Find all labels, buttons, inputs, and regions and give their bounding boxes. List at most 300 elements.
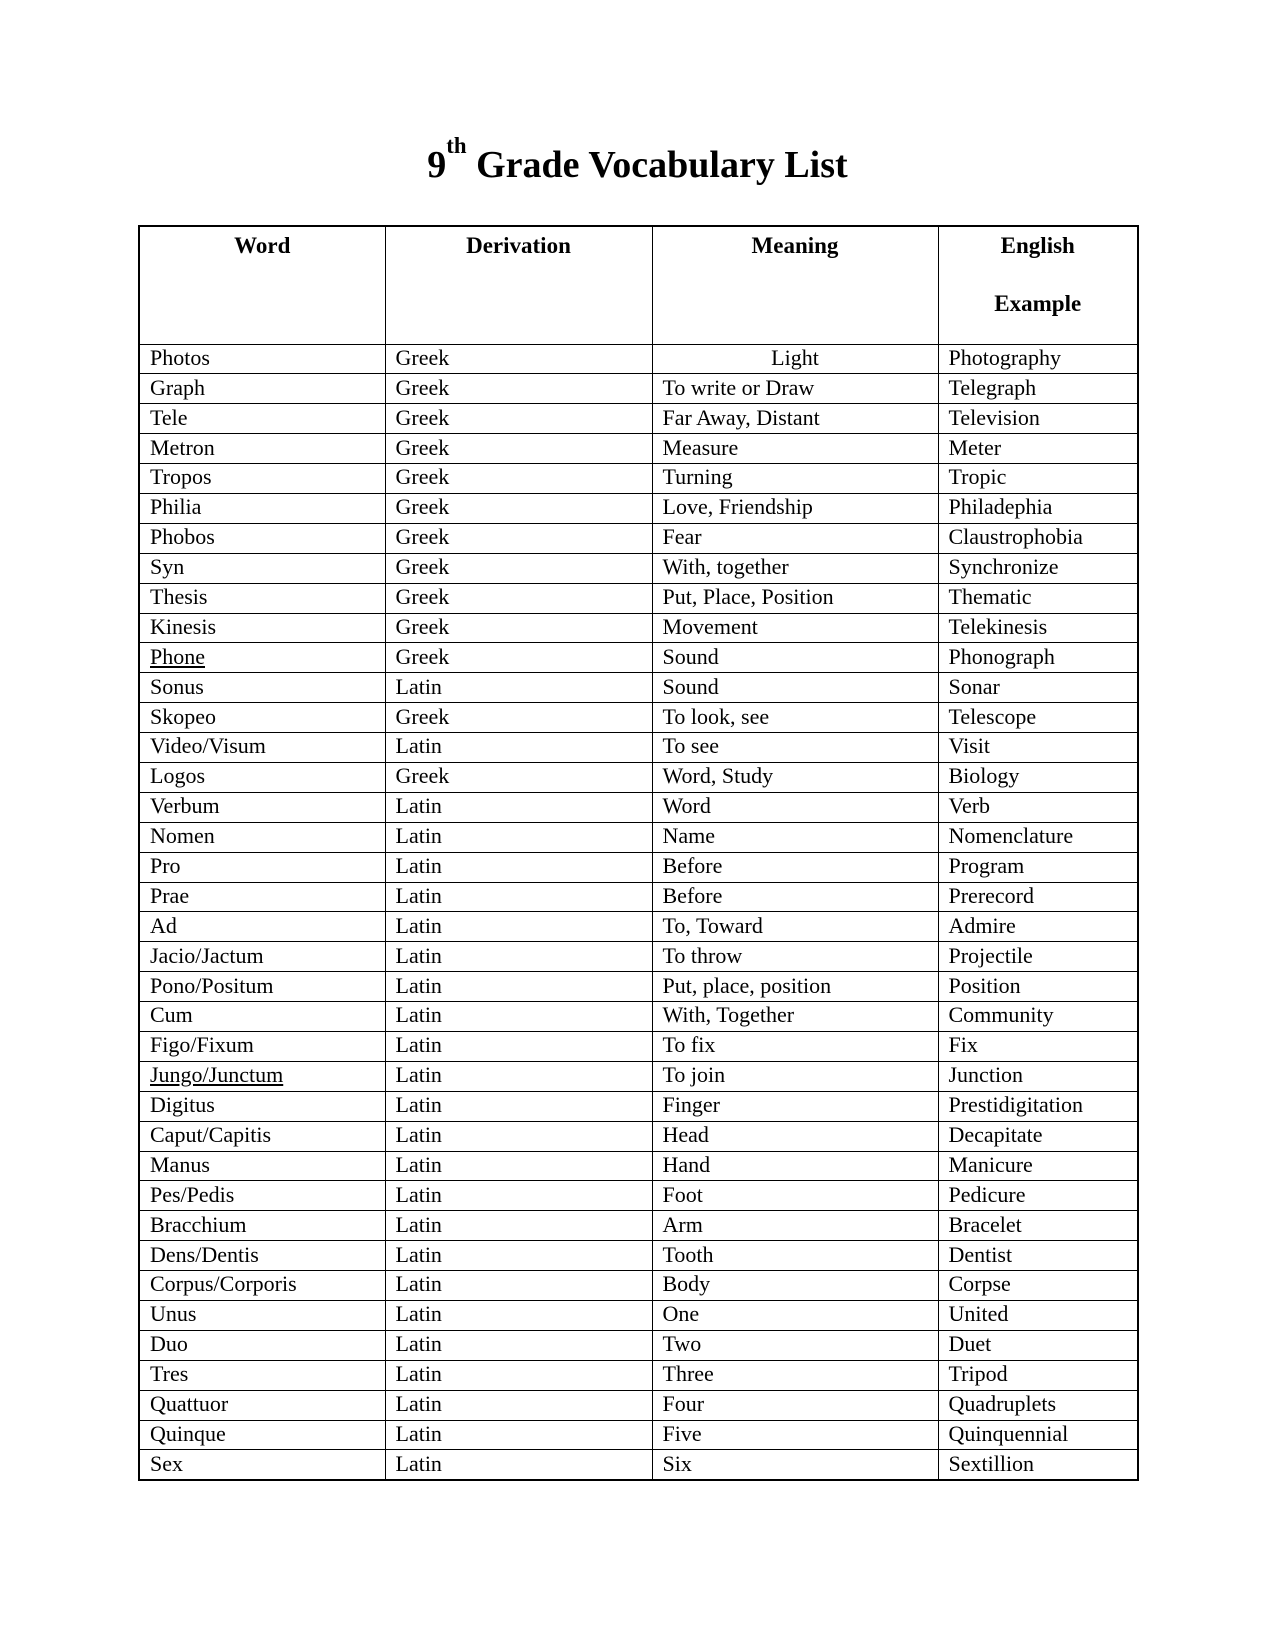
derivation-cell xyxy=(385,1271,652,1301)
example-cell xyxy=(938,942,1138,972)
derivation-cell-text: Greek xyxy=(395,404,450,430)
example-cell xyxy=(938,613,1138,643)
table-row xyxy=(139,613,1138,643)
meaning-cell xyxy=(652,1151,938,1181)
table-row xyxy=(139,942,1138,972)
meaning-cell-text: Sound xyxy=(662,643,719,669)
table-row xyxy=(139,1091,1138,1121)
meaning-cell xyxy=(652,583,938,613)
derivation-cell-text: Latin xyxy=(395,1062,442,1088)
word-cell-text: Duo xyxy=(150,1331,188,1357)
example-cell xyxy=(938,733,1138,763)
example-cell xyxy=(938,972,1138,1002)
word-cell xyxy=(139,523,385,553)
meaning-cell-text: Hand xyxy=(662,1151,711,1177)
meaning-cell xyxy=(652,972,938,1002)
meaning-cell-text: Six xyxy=(662,1450,692,1476)
word-cell-text: Nomen xyxy=(150,823,215,849)
meaning-cell xyxy=(652,1181,938,1211)
derivation-cell-text: Latin xyxy=(395,1151,442,1177)
word-cell-text: Tele xyxy=(150,404,188,430)
derivation-cell xyxy=(385,643,652,673)
word-cell-text: Skopeo xyxy=(150,703,216,729)
example-cell-text: Tripod xyxy=(948,1361,1008,1387)
word-cell xyxy=(139,1002,385,1032)
meaning-cell xyxy=(652,434,938,464)
derivation-cell-text: Greek xyxy=(395,583,450,609)
column-header-derivation xyxy=(385,226,652,344)
table-row xyxy=(139,1450,1138,1480)
word-cell-text: Manus xyxy=(150,1151,210,1177)
title-text: Grade Vocabulary List xyxy=(466,144,848,186)
column-header-english-label: English xyxy=(1000,233,1075,258)
derivation-cell xyxy=(385,1420,652,1450)
meaning-cell xyxy=(652,493,938,523)
meaning-cell-text: Fear xyxy=(662,524,702,550)
meaning-cell-text: Before xyxy=(662,882,723,908)
word-cell-text: Video/Visum xyxy=(150,733,266,759)
table-row xyxy=(139,344,1138,374)
column-header-meaning-label: Meaning xyxy=(751,233,839,258)
example-cell-text: Decapitate xyxy=(948,1122,1043,1147)
meaning-cell xyxy=(652,613,938,643)
example-cell-text: Fix xyxy=(948,1032,978,1058)
word-cell-text: Cum xyxy=(150,1002,193,1028)
example-cell-text: Telescope xyxy=(948,703,1037,729)
meaning-cell-text: Put, Place, Position xyxy=(662,583,834,609)
title-superscript: th xyxy=(446,133,467,159)
example-cell-text: Biology xyxy=(948,763,1020,789)
derivation-cell-text: Greek xyxy=(395,763,450,789)
meaning-cell-text: Arm xyxy=(662,1211,703,1237)
word-cell xyxy=(139,1420,385,1450)
word-cell-text: Pono/Positum xyxy=(150,972,274,998)
table-row xyxy=(139,792,1138,822)
word-cell xyxy=(139,643,385,673)
meaning-cell xyxy=(652,882,938,912)
example-cell xyxy=(938,852,1138,882)
example-cell xyxy=(938,404,1138,434)
example-cell-text: Television xyxy=(948,404,1040,430)
word-cell-text: Bracchium xyxy=(150,1211,247,1237)
meaning-cell-text: To throw xyxy=(662,942,743,968)
table-row xyxy=(139,374,1138,404)
example-cell xyxy=(938,1061,1138,1091)
derivation-cell xyxy=(385,703,652,733)
column-header-meaning xyxy=(652,226,938,344)
example-cell-text: Synchronize xyxy=(948,554,1059,580)
meaning-cell xyxy=(652,852,938,882)
derivation-cell xyxy=(385,1002,652,1032)
word-cell xyxy=(139,553,385,583)
meaning-cell-text: Head xyxy=(662,1122,709,1147)
meaning-cell xyxy=(652,733,938,763)
derivation-cell xyxy=(385,1091,652,1121)
word-cell xyxy=(139,1450,385,1480)
word-cell-text: Figo/Fixum xyxy=(150,1032,254,1058)
table-row xyxy=(139,1271,1138,1301)
meaning-cell-text: Before xyxy=(662,852,723,878)
column-header-english-example xyxy=(938,226,1138,344)
word-cell-text: Jungo/Junctum xyxy=(150,1062,284,1088)
vocab-table-body xyxy=(139,344,1138,1480)
meaning-cell-text: Measure xyxy=(662,434,739,460)
table-row xyxy=(139,1420,1138,1450)
derivation-cell-text: Latin xyxy=(395,1211,442,1237)
word-cell xyxy=(139,822,385,852)
table-row xyxy=(139,583,1138,613)
meaning-cell-text: Four xyxy=(662,1391,705,1417)
derivation-cell-text: Latin xyxy=(395,912,442,938)
word-cell-text: Sonus xyxy=(150,673,204,699)
derivation-cell-text: Latin xyxy=(395,1122,442,1147)
word-cell xyxy=(139,942,385,972)
meaning-cell-text: Love, Friendship xyxy=(662,494,813,520)
example-cell xyxy=(938,1450,1138,1480)
word-cell xyxy=(139,792,385,822)
example-cell xyxy=(938,1241,1138,1271)
word-cell-text: Prae xyxy=(150,882,190,908)
table-row xyxy=(139,1360,1138,1390)
example-cell-text: Telekinesis xyxy=(948,613,1048,639)
example-cell xyxy=(938,762,1138,792)
derivation-cell-text: Latin xyxy=(395,1002,442,1028)
word-cell xyxy=(139,613,385,643)
word-cell xyxy=(139,882,385,912)
derivation-cell xyxy=(385,1031,652,1061)
meaning-cell xyxy=(652,1301,938,1331)
derivation-cell-text: Latin xyxy=(395,1391,442,1417)
derivation-cell xyxy=(385,733,652,763)
meaning-cell xyxy=(652,762,938,792)
word-cell-text: Pes/Pedis xyxy=(150,1181,235,1207)
meaning-cell xyxy=(652,1091,938,1121)
word-cell xyxy=(139,972,385,1002)
meaning-cell xyxy=(652,553,938,583)
derivation-cell xyxy=(385,792,652,822)
example-cell xyxy=(938,1151,1138,1181)
derivation-cell xyxy=(385,912,652,942)
meaning-cell xyxy=(652,1241,938,1271)
example-cell xyxy=(938,673,1138,703)
word-cell xyxy=(139,1390,385,1420)
meaning-cell-text: With, Together xyxy=(662,1002,795,1028)
word-cell-text: Quattuor xyxy=(150,1391,229,1417)
derivation-cell-text: Greek xyxy=(395,374,450,400)
table-row xyxy=(139,972,1138,1002)
word-cell xyxy=(139,703,385,733)
meaning-cell-text: Foot xyxy=(662,1181,703,1207)
example-cell xyxy=(938,643,1138,673)
derivation-cell xyxy=(385,673,652,703)
column-header-example-label: Example xyxy=(994,291,1082,316)
meaning-cell xyxy=(652,1121,938,1151)
example-cell-text: Nomenclature xyxy=(948,823,1074,849)
meaning-cell xyxy=(652,912,938,942)
derivation-cell xyxy=(385,434,652,464)
table-row xyxy=(139,1330,1138,1360)
derivation-cell xyxy=(385,344,652,374)
meaning-cell-text: Far Away, Distant xyxy=(662,404,820,430)
derivation-cell-text: Latin xyxy=(395,823,442,849)
meaning-cell-text: Three xyxy=(662,1361,714,1387)
derivation-cell-text: Latin xyxy=(395,1361,442,1387)
meaning-cell-text: To write or Draw xyxy=(662,374,815,400)
example-cell-text: Claustrophobia xyxy=(948,524,1083,550)
page-title xyxy=(138,133,1137,186)
example-cell-text: Tropic xyxy=(948,464,1007,490)
word-cell-text: Syn xyxy=(150,554,185,580)
meaning-cell xyxy=(652,344,938,374)
example-cell-text: Projectile xyxy=(948,942,1033,968)
table-row xyxy=(139,553,1138,583)
derivation-cell xyxy=(385,1211,652,1241)
example-cell-text: Meter xyxy=(948,434,1002,460)
example-cell-text: Manicure xyxy=(948,1151,1033,1177)
example-cell-text: Admire xyxy=(948,912,1016,938)
word-cell-text: Kinesis xyxy=(150,613,216,639)
meaning-cell xyxy=(652,1002,938,1032)
example-cell-text: Thematic xyxy=(948,583,1032,609)
table-row xyxy=(139,822,1138,852)
example-cell-text: Phonograph xyxy=(948,643,1055,669)
word-cell xyxy=(139,344,385,374)
example-cell-text: Quadruplets xyxy=(948,1391,1057,1417)
word-cell xyxy=(139,493,385,523)
table-row xyxy=(139,404,1138,434)
derivation-cell-text: Latin xyxy=(395,1450,442,1476)
example-cell-text: Pedicure xyxy=(948,1181,1026,1207)
derivation-cell-text: Latin xyxy=(395,733,442,759)
meaning-cell xyxy=(652,1271,938,1301)
meaning-cell xyxy=(652,404,938,434)
meaning-cell xyxy=(652,673,938,703)
meaning-cell-text: To join xyxy=(662,1062,726,1088)
meaning-cell xyxy=(652,792,938,822)
table-row xyxy=(139,882,1138,912)
derivation-cell-text: Greek xyxy=(395,524,450,550)
derivation-cell-text: Latin xyxy=(395,1181,442,1207)
derivation-cell xyxy=(385,1301,652,1331)
table-row xyxy=(139,643,1138,673)
derivation-cell-text: Latin xyxy=(395,972,442,998)
word-cell xyxy=(139,1181,385,1211)
derivation-cell-text: Greek xyxy=(395,494,450,520)
example-cell xyxy=(938,344,1138,374)
meaning-cell xyxy=(652,464,938,494)
table-row xyxy=(139,1031,1138,1061)
example-cell xyxy=(938,374,1138,404)
derivation-cell-text: Greek xyxy=(395,554,450,580)
derivation-cell-text: Latin xyxy=(395,852,442,878)
word-cell-text: Jacio/Jactum xyxy=(150,942,264,968)
derivation-cell xyxy=(385,1390,652,1420)
derivation-cell-text: Latin xyxy=(395,882,442,908)
word-cell-text: Quinque xyxy=(150,1420,226,1446)
word-cell xyxy=(139,1031,385,1061)
meaning-cell xyxy=(652,374,938,404)
meaning-cell xyxy=(652,1031,938,1061)
word-cell xyxy=(139,1091,385,1121)
word-cell xyxy=(139,464,385,494)
derivation-cell-text: Latin xyxy=(395,1092,442,1118)
word-cell xyxy=(139,374,385,404)
word-cell xyxy=(139,1151,385,1181)
meaning-cell-text: Body xyxy=(662,1271,711,1297)
table-row xyxy=(139,1061,1138,1091)
word-cell-text: Thesis xyxy=(150,583,208,609)
derivation-cell xyxy=(385,822,652,852)
derivation-cell xyxy=(385,583,652,613)
meaning-cell-text: With, together xyxy=(662,554,789,580)
derivation-cell-text: Latin xyxy=(395,1032,442,1058)
column-header-derivation-label: Derivation xyxy=(466,233,571,258)
example-cell-text: Sonar xyxy=(948,673,1000,699)
word-cell-text: Philia xyxy=(150,494,202,520)
example-cell xyxy=(938,1031,1138,1061)
derivation-cell-text: Latin xyxy=(395,1271,442,1297)
derivation-cell xyxy=(385,852,652,882)
word-cell-text: Corpus/Corporis xyxy=(150,1271,297,1297)
meaning-cell xyxy=(652,523,938,553)
derivation-cell-text: Greek xyxy=(395,703,450,729)
word-cell-text: Logos xyxy=(150,763,205,789)
word-cell-text: Digitus xyxy=(150,1092,215,1118)
example-cell-text: Sextillion xyxy=(948,1450,1035,1476)
word-cell xyxy=(139,1241,385,1271)
derivation-cell-text: Latin xyxy=(395,1420,442,1446)
derivation-cell-text: Greek xyxy=(395,643,450,669)
word-cell xyxy=(139,1330,385,1360)
meaning-cell-text: Word, Study xyxy=(662,763,774,789)
example-cell xyxy=(938,1271,1138,1301)
example-cell-text: Prerecord xyxy=(948,882,1035,908)
column-header-word xyxy=(139,226,385,344)
word-cell xyxy=(139,583,385,613)
word-cell xyxy=(139,1061,385,1091)
table-row xyxy=(139,912,1138,942)
word-cell-text: Graph xyxy=(150,374,205,400)
word-cell-text: Sex xyxy=(150,1450,183,1476)
word-cell-text: Verbum xyxy=(150,793,220,819)
derivation-cell xyxy=(385,762,652,792)
table-row xyxy=(139,1390,1138,1420)
word-cell xyxy=(139,1121,385,1151)
example-cell-text: Quinquennial xyxy=(948,1420,1069,1446)
table-row xyxy=(139,1241,1138,1271)
example-cell xyxy=(938,882,1138,912)
meaning-cell xyxy=(652,1450,938,1480)
derivation-cell xyxy=(385,1360,652,1390)
word-cell-text: Ad xyxy=(150,912,177,938)
word-cell-text: Unus xyxy=(150,1301,197,1327)
derivation-cell xyxy=(385,493,652,523)
derivation-cell xyxy=(385,553,652,583)
meaning-cell-text: To, Toward xyxy=(662,912,763,938)
word-cell-text: Tropos xyxy=(150,464,212,490)
meaning-cell xyxy=(652,1390,938,1420)
meaning-cell-text: Put, place, position xyxy=(662,972,832,998)
word-cell-text: Dens/Dentis xyxy=(150,1241,259,1267)
table-row xyxy=(139,762,1138,792)
meaning-cell-text: Sound xyxy=(662,673,719,699)
example-cell-text: Duet xyxy=(948,1331,992,1357)
meaning-cell-text: Five xyxy=(662,1420,702,1446)
meaning-cell-text: Light xyxy=(771,344,819,370)
example-cell-text: United xyxy=(948,1301,1009,1327)
example-cell-text: Philadephia xyxy=(948,494,1053,520)
derivation-cell xyxy=(385,1151,652,1181)
word-cell-text: Pro xyxy=(150,852,181,878)
word-cell xyxy=(139,762,385,792)
derivation-cell-text: Greek xyxy=(395,344,450,370)
example-cell-text: Prestidigitation xyxy=(948,1092,1083,1118)
table-row xyxy=(139,1121,1138,1151)
table-row xyxy=(139,464,1138,494)
meaning-cell xyxy=(652,942,938,972)
word-cell xyxy=(139,1271,385,1301)
derivation-cell xyxy=(385,1121,652,1151)
example-cell xyxy=(938,1091,1138,1121)
example-cell xyxy=(938,434,1138,464)
derivation-cell xyxy=(385,942,652,972)
table-row xyxy=(139,1301,1138,1331)
derivation-cell xyxy=(385,1450,652,1480)
word-cell-text: Phobos xyxy=(150,524,215,550)
meaning-cell-text: One xyxy=(662,1301,700,1327)
word-cell-text: Metron xyxy=(150,434,215,460)
meaning-cell xyxy=(652,1420,938,1450)
derivation-cell-text: Latin xyxy=(395,1331,442,1357)
column-header-word-label: Word xyxy=(234,233,291,258)
meaning-cell xyxy=(652,643,938,673)
word-cell xyxy=(139,733,385,763)
meaning-cell xyxy=(652,1211,938,1241)
word-cell xyxy=(139,1211,385,1241)
derivation-cell xyxy=(385,1061,652,1091)
example-cell-text: Program xyxy=(948,852,1025,878)
example-cell xyxy=(938,1121,1138,1151)
derivation-cell-text: Latin xyxy=(395,1241,442,1267)
derivation-cell-text: Greek xyxy=(395,464,450,490)
example-cell xyxy=(938,1390,1138,1420)
example-cell xyxy=(938,493,1138,523)
example-cell xyxy=(938,1181,1138,1211)
word-cell-text: Phone xyxy=(150,643,205,669)
derivation-cell xyxy=(385,613,652,643)
example-cell-text: Visit xyxy=(948,733,990,759)
derivation-cell xyxy=(385,374,652,404)
table-row xyxy=(139,1211,1138,1241)
table-row xyxy=(139,523,1138,553)
table-row xyxy=(139,434,1138,464)
example-cell-text: Verb xyxy=(948,793,991,819)
example-cell xyxy=(938,464,1138,494)
example-cell-text: Photography xyxy=(948,344,1061,370)
derivation-cell xyxy=(385,1181,652,1211)
example-cell-text: Dentist xyxy=(948,1241,1013,1267)
example-cell xyxy=(938,1211,1138,1241)
derivation-cell xyxy=(385,464,652,494)
table-row xyxy=(139,1181,1138,1211)
meaning-cell xyxy=(652,1061,938,1091)
meaning-cell-text: Word xyxy=(662,793,711,819)
meaning-cell-text: Turning xyxy=(662,464,733,490)
word-cell xyxy=(139,434,385,464)
meaning-cell-text: To see xyxy=(662,733,719,759)
example-cell-text: Position xyxy=(948,972,1021,998)
derivation-cell-text: Greek xyxy=(395,434,450,460)
